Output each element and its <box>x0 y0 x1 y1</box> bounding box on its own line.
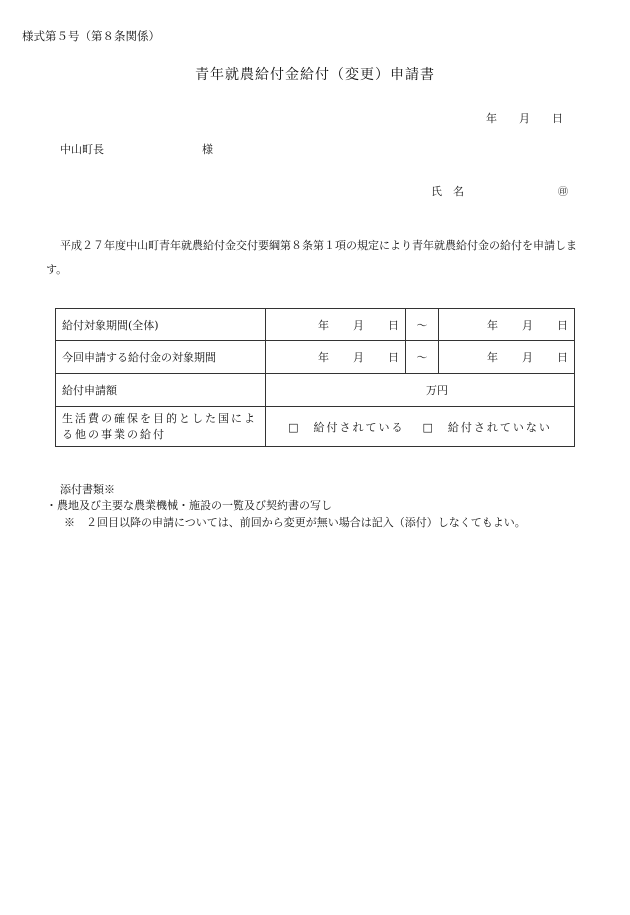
addressee-honorific: 様 <box>202 143 213 156</box>
period-start-date <box>266 309 406 341</box>
attachments-heading: 添付書類※ <box>60 483 115 496</box>
date-year: 年 <box>486 112 497 125</box>
date-month: 月 <box>519 112 530 125</box>
row-label-current-period: 今回申請する給付金の対象期間 <box>56 341 266 374</box>
amount-unit: 万円 <box>266 374 575 407</box>
day-text: 日 <box>557 351 568 364</box>
date-day: 日 <box>552 112 563 125</box>
applicant-name-field <box>431 183 568 199</box>
month-text: 月 <box>353 351 364 364</box>
table-row <box>56 341 575 374</box>
day-text: 日 <box>388 351 399 364</box>
form-number: 様式第５号（第８条関係） <box>22 29 160 43</box>
period-end-date <box>439 341 575 374</box>
day-text: 日 <box>388 318 399 332</box>
range-tilde: ～ <box>406 341 439 374</box>
range-tilde: ～ <box>406 309 439 341</box>
period-end-date <box>439 309 575 341</box>
year-text: 年 <box>318 351 329 364</box>
year-text: 年 <box>318 318 329 332</box>
application-table <box>55 308 575 447</box>
applicant-label: 氏 名 <box>431 185 464 198</box>
option-not-received[interactable]: □ 給付されていない <box>422 420 552 434</box>
addressee-name: 中山町長 <box>60 143 104 156</box>
option-received[interactable]: □ 給付されている <box>288 420 405 434</box>
row-label-total-period: 給付対象期間(全体) <box>56 309 266 341</box>
table-row <box>56 309 575 341</box>
row-label-amount: 給付申請額 <box>56 374 266 407</box>
seal-mark: ㊞ <box>558 187 568 198</box>
table-row <box>56 374 575 407</box>
table-row <box>56 407 575 447</box>
row-label-other-benefits: 生活費の確保を目的とした国による他の事業の給付 <box>56 407 266 447</box>
year-text: 年 <box>487 351 498 364</box>
month-text: 月 <box>522 351 533 364</box>
year-text: 年 <box>487 318 498 332</box>
application-date <box>486 110 563 126</box>
day-text: 日 <box>557 318 568 332</box>
document-title: 青年就農給付金給付（変更）申請書 <box>195 67 435 83</box>
attachment-item: ・農地及び主要な農業機械・施設の一覧及び契約書の写し <box>46 499 332 512</box>
period-start-date <box>266 341 406 374</box>
addressee <box>60 141 213 157</box>
month-text: 月 <box>353 318 364 332</box>
body-text: 平成２７年度中山町青年就農給付金交付要綱第８条第１項の規定により青年就農給付金の給付を申請します。 <box>46 239 577 276</box>
benefit-options <box>266 407 575 447</box>
attachment-note: ※ ２回目以降の申請については、前回から変更が無い場合は記入（添付）しなくてもよい。 <box>64 516 526 529</box>
month-text: 月 <box>522 318 533 332</box>
